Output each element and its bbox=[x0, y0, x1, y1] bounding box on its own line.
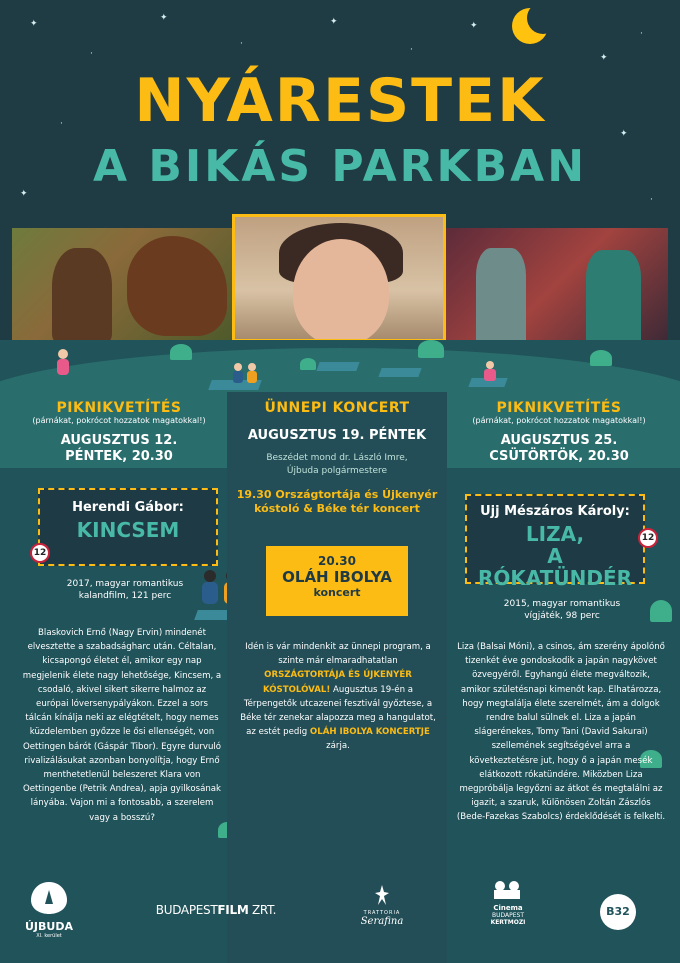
film-meta-line: 2015, magyar romantikus bbox=[503, 599, 621, 609]
face-shape bbox=[293, 239, 389, 342]
concert-box bbox=[266, 546, 408, 616]
event-heading: PIKNIKVETÍTÉS bbox=[496, 400, 622, 416]
budapest-kertmozi-logo bbox=[478, 880, 538, 926]
star-icon: ✦ bbox=[30, 19, 38, 29]
event-note: (párnákat, pokrócot hozzatok magatokkal!) bbox=[32, 416, 206, 425]
event-time-line: PÉNTEK, 20.30 bbox=[65, 449, 173, 464]
ujbuda-district: XI. kerület bbox=[36, 933, 62, 939]
desc-text: Idén is vár mindenkit az ünnepi program, a szinte már elmaradhatatlan bbox=[245, 642, 431, 667]
b32-logo: B32 bbox=[600, 894, 636, 930]
actor-figure bbox=[476, 248, 526, 340]
olah-ibolya-photo bbox=[232, 214, 446, 342]
budapestfilm-part: BUDAPEST bbox=[155, 903, 218, 917]
star-icon: · bbox=[90, 49, 93, 59]
film-description: Blaskovich Ernő (Nagy Ervin) mindenét elvesztette a szabadságharc után. Céltalan, kicsapongó életet él, amikor egy nap megjelenik élete nagy lehetősége, Kincsem, a csodaló, akivel sikert sikerre halmoz az európai lóversenypályákon. Ezzel a sors tálcán kínálja neki az elégtételt, hogy nemes küzdelemben győzze le ősi ellenségét, von Oettingen bárót (Gáspár Tibor). Egyre durvuló rivalizálásukat azonban bonyolítja, hogy Ernő menthetetlenül beleszeret Klara von Oettingenbe (Petrik Andrea), apja gyilkosának lányába. Vajon mi a fontosabb, a szerelem vagy a bosszú? bbox=[22, 628, 222, 823]
event-column-2 bbox=[230, 400, 444, 516]
concert-description bbox=[240, 640, 436, 754]
event-date-line: AUGUSZTUS 25. bbox=[500, 433, 618, 448]
moon-shadow bbox=[527, 2, 559, 34]
ujbuda-emblem-icon bbox=[29, 880, 69, 916]
trattoria-label: TRATTORIA bbox=[363, 910, 401, 916]
desc-highlight: OLÁH IBOLYA KONCERTJE bbox=[309, 727, 430, 738]
star-icon: · bbox=[650, 195, 653, 205]
budapestfilm-part: ZRT. bbox=[248, 903, 277, 917]
picnic-person-icon bbox=[480, 360, 500, 382]
budapestfilm-part: FILM bbox=[217, 903, 249, 917]
film-meta-line: 2017, magyar romantikus bbox=[66, 579, 184, 589]
cinema-label: Cinema bbox=[493, 904, 523, 912]
kertmozi-name: KERTMOZI bbox=[490, 919, 526, 926]
poster-subtitle: A BIKÁS PARKBAN bbox=[92, 141, 588, 192]
bush-icon bbox=[170, 344, 192, 360]
star-icon: ✦ bbox=[160, 13, 168, 23]
kincsem-photo bbox=[12, 228, 232, 340]
event-date bbox=[452, 433, 666, 465]
desc-highlight: ORSZÁGTORTÁJA ÉS ÚJKENYÉR KÓSTOLÓVAL! bbox=[262, 670, 412, 695]
event-column-1 bbox=[14, 400, 224, 465]
picnic-person-icon bbox=[52, 348, 74, 380]
age-rating-badge: 12 bbox=[638, 528, 658, 548]
bush-icon bbox=[300, 358, 316, 370]
budapestfilm-logo bbox=[146, 903, 286, 917]
concert-label: koncert bbox=[313, 586, 361, 599]
serafina-emblem-icon bbox=[374, 884, 390, 906]
age-rating-badge: 12 bbox=[30, 543, 50, 563]
star-icon: · bbox=[60, 119, 63, 129]
film-box bbox=[465, 494, 645, 590]
star-icon: ✦ bbox=[600, 53, 608, 63]
event-time-line: CSÜTÖRTÖK, 20.30 bbox=[489, 449, 629, 464]
event-date bbox=[14, 433, 224, 465]
star-icon: ✦ bbox=[20, 189, 28, 199]
film-director: Ujj Mészáros Károly: bbox=[480, 504, 630, 519]
bush-icon bbox=[418, 340, 444, 358]
star-icon: ✦ bbox=[620, 129, 628, 139]
ujbuda-name: ÚJBUDA bbox=[25, 920, 73, 933]
speech-note bbox=[230, 452, 444, 478]
star-icon: ✦ bbox=[470, 21, 478, 31]
star-icon: · bbox=[640, 29, 643, 39]
film-title-line: LIZA, bbox=[525, 522, 585, 546]
picnic-rug bbox=[316, 362, 359, 371]
concert-time: 20.30 bbox=[318, 554, 356, 568]
cake-program bbox=[230, 488, 444, 516]
film-meta bbox=[30, 578, 220, 602]
desc-text: Augusztus 19-én a Térpengetők utcazenei fesztivál győztese, a Béke tér zenekar alapozza meg a hangulatot, az estét pedig bbox=[240, 684, 436, 738]
picnic-person-icon bbox=[230, 362, 260, 384]
actor-figure bbox=[586, 250, 641, 340]
event-heading: ÜNNEPI KONCERT bbox=[264, 400, 410, 416]
event-note: (párnákat, pokrócot hozzatok magatokkal!) bbox=[472, 416, 646, 425]
film-meta-line: vígjáték, 98 perc bbox=[524, 611, 600, 621]
horse-figure bbox=[127, 236, 227, 336]
event-date: AUGUSZTUS 19. PÉNTEK bbox=[247, 428, 427, 443]
liza-photo bbox=[446, 228, 668, 340]
film-description: Liza (Balsai Móni), a csinos, ám szerény ápolónő tizenkét éve gondoskodik a japán nagykövet özvegyéről. Egyhangú élete megváltozik, amikor születésnapi kimenőt kap. Elhatározza, hogy megtalálja élete szerelmét, ám a dolgok rendre balul sülnek el. Liza a japán slágerénekes, Tomy Tani (David Sakurai) szellemének segítségével arra a következtetésre jut, hogy ő a japán mesék elátkozott rókatündére. Miközben Liza megpróbálja legyőzni az átkot és megtalálni az igazit, a szaruk, különösen Zoltán Zászlós (Bede-Fazekas Szabolcs) érdeklődését is felkelti. bbox=[456, 642, 666, 823]
cake-line: kóstoló & Béke tér koncert bbox=[254, 502, 420, 515]
event-heading: PIKNIKVETÍTÉS bbox=[56, 400, 182, 416]
film-title-line: A RÓKATÜNDÉR bbox=[477, 544, 633, 590]
film-title: KINCSEM bbox=[76, 518, 180, 542]
speech-line: Újbuda polgármestere bbox=[286, 466, 388, 476]
film-projector-icon bbox=[490, 880, 526, 900]
film-director: Herendi Gábor: bbox=[72, 500, 184, 515]
film-meta bbox=[462, 598, 662, 622]
star-icon: ✦ bbox=[330, 17, 338, 27]
speech-line: Beszédet mond dr. László Imre, bbox=[266, 453, 408, 463]
star-icon: · bbox=[240, 39, 243, 49]
star-icon: · bbox=[410, 45, 413, 55]
actor-figure bbox=[52, 248, 112, 340]
cake-line: 19.30 Országtortája és Újkenyér bbox=[236, 488, 438, 501]
bush-icon bbox=[590, 350, 612, 366]
film-box bbox=[38, 488, 218, 566]
kertmozi-city: BUDAPEST bbox=[491, 912, 524, 919]
picnic-rug bbox=[378, 368, 421, 377]
poster-title: NYÁRESTEK bbox=[134, 66, 546, 136]
desc-text: zárja. bbox=[326, 741, 350, 752]
event-date-line: AUGUSZTUS 12. bbox=[60, 433, 178, 448]
event-column-3 bbox=[452, 400, 666, 465]
trattoria-serafina-logo bbox=[350, 884, 414, 927]
concert-artist: OLÁH IBOLYA bbox=[282, 568, 392, 586]
film-meta-line: kalandfilm, 121 perc bbox=[78, 591, 172, 601]
ujbuda-logo bbox=[18, 880, 80, 939]
serafina-label: Serafina bbox=[360, 916, 404, 927]
